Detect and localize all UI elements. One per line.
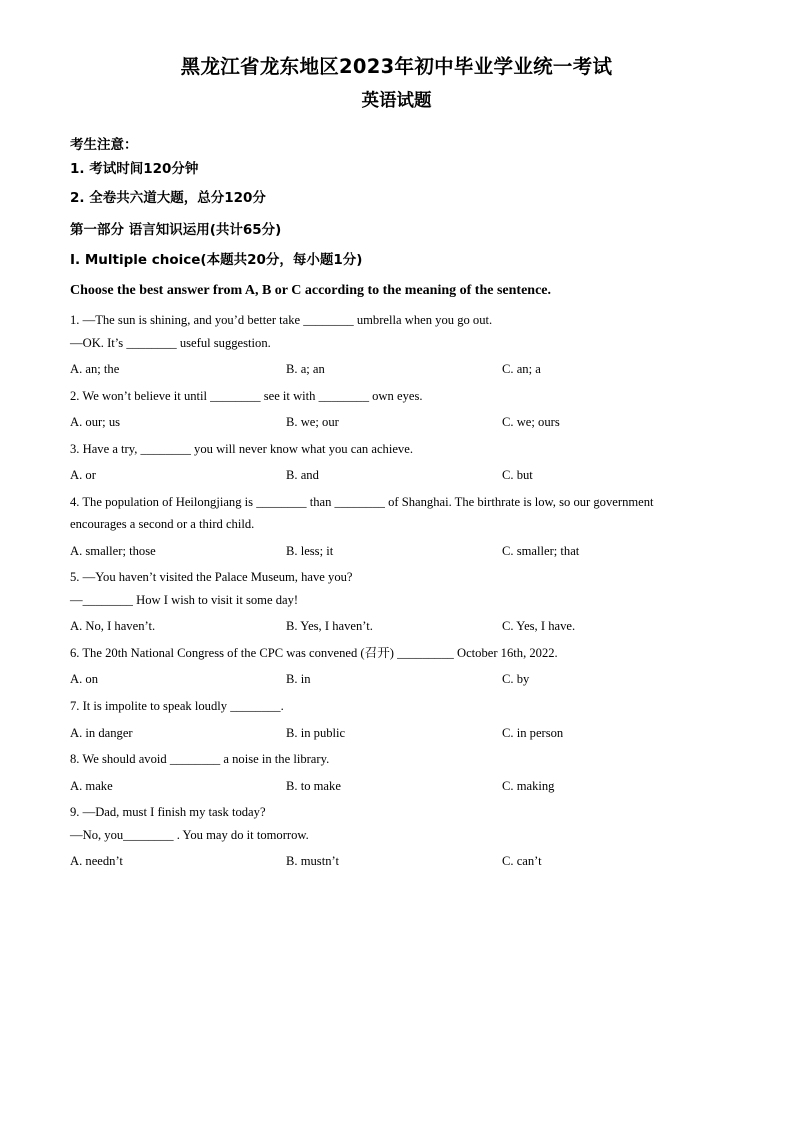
option-c[interactable]: C. an; a [502, 362, 541, 377]
option-a[interactable]: A. an; the [70, 362, 120, 377]
question-options [70, 542, 723, 562]
question-item [70, 387, 723, 433]
question-item [70, 493, 723, 562]
question-line: —No, you________ . You may do it tomorrow. [70, 827, 309, 842]
option-b[interactable]: B. and [286, 468, 319, 483]
question-item [70, 697, 723, 743]
option-b[interactable]: B. we; our [286, 415, 339, 430]
option-b[interactable]: B. less; it [286, 543, 334, 558]
question-item [70, 803, 723, 872]
section-instruction: Choose the best answer from A, B or C according to the meaning of the sentence. [70, 283, 552, 299]
question-item [70, 440, 723, 486]
option-c[interactable]: C. we; ours [502, 415, 560, 430]
option-c[interactable]: C. making [502, 778, 555, 793]
option-b[interactable]: B. in public [286, 725, 346, 740]
option-a[interactable]: A. No, I haven’t. [70, 619, 156, 634]
question-options [70, 413, 723, 433]
option-b[interactable]: B. in [286, 672, 311, 687]
question-line: 3. Have a try, ________ you will never know what you can achieve. [70, 441, 413, 456]
option-a[interactable]: A. or [70, 468, 96, 483]
question-line: 4. The population of Heilongjiang is ________ than ________ of Shanghai. The birthrate is low, so our government [70, 494, 654, 509]
option-c[interactable]: C. by [502, 672, 530, 687]
question-options [70, 777, 723, 797]
question-line: 8. We should avoid ________ a noise in the library. [70, 752, 330, 767]
option-c[interactable]: C. but [502, 468, 533, 483]
section-heading: Ⅰ. Multiple choice(本题共20分，每小题1分) [70, 252, 363, 268]
question-line: 1. —The sun is shining, and you’d better take ________ umbrella when you go out. [70, 313, 493, 328]
question-options [70, 617, 723, 637]
question-item [70, 311, 723, 380]
question-line: 2. We won’t believe it until ________ see it with ________ own eyes. [70, 388, 423, 403]
option-b[interactable]: B. to make [286, 778, 341, 793]
question-line: 7. It is impolite to speak loudly ________. [70, 698, 284, 713]
question-line: encourages a second or a third child. [70, 517, 255, 532]
question-options [70, 670, 723, 690]
question-line: 9. —Dad, must I finish my task today? [70, 805, 266, 820]
option-a[interactable]: A. make [70, 778, 113, 793]
question-options [70, 852, 723, 872]
part-heading: 第一部分 语言知识运用(共计65分) [70, 221, 282, 238]
question-options [70, 724, 723, 744]
page-title: 黑龙江省龙东地区2023年初中毕业学业统一考试 [180, 55, 613, 78]
option-a[interactable]: A. on [70, 672, 98, 687]
question-options [70, 466, 723, 486]
notice-item-2: 2. 全卷共六道大题，总分120分 [70, 189, 266, 206]
notice-heading: 考生注意： [70, 137, 138, 154]
option-a[interactable]: A. in danger [70, 725, 133, 740]
question-item [70, 568, 723, 637]
question-line: —OK. It’s ________ useful suggestion. [70, 335, 271, 350]
question-options [70, 360, 723, 380]
notice-item-1: 1. 考试时间120分钟 [70, 161, 199, 178]
question-line: —________ How I wish to visit it some day! [70, 592, 299, 607]
option-a[interactable]: A. smaller; those [70, 543, 156, 558]
question-item [70, 750, 723, 796]
option-b[interactable]: B. Yes, I haven’t. [286, 619, 373, 634]
question-item [70, 644, 723, 690]
page-subtitle: 英语试题 [361, 91, 432, 112]
title-block [70, 52, 723, 115]
question-line: 5. —You haven’t visited the Palace Museum, have you? [70, 570, 353, 585]
question-line: 6. The 20th National Congress of the CPC was convened (召开) _________ October 16th, 2022. [70, 645, 558, 660]
option-a[interactable]: A. needn’t [70, 854, 123, 869]
option-c[interactable]: C. can’t [502, 854, 542, 869]
option-c[interactable]: C. smaller; that [502, 543, 580, 558]
option-b[interactable]: B. mustn’t [286, 854, 339, 869]
option-a[interactable]: A. our; us [70, 415, 121, 430]
option-c[interactable]: C. Yes, I have. [502, 619, 576, 634]
option-c[interactable]: C. in person [502, 725, 564, 740]
option-b[interactable]: B. a; an [286, 362, 325, 377]
